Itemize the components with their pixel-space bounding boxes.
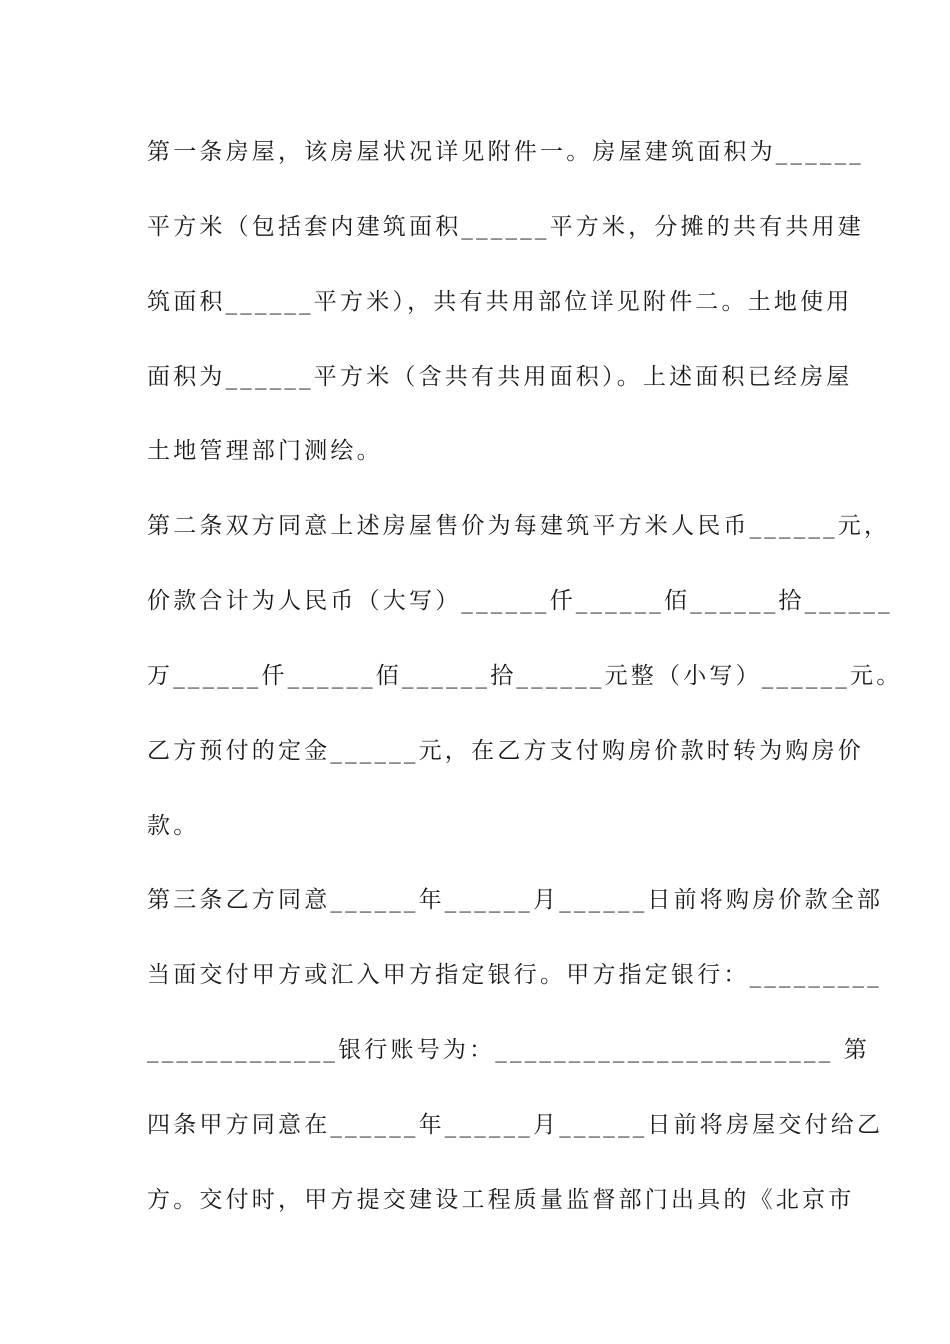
text-line: 筑面积______平方米），共有共用部位详见附件二。土地使用	[147, 289, 853, 315]
text-line: 平方米（包括套内建筑面积______平方米，分摊的共有共用建	[147, 214, 864, 240]
text-line: 四条甲方同意在______年______月______日前将房屋交付给乙	[147, 1112, 884, 1138]
text-line: 面积为______平方米（含共有共用面积）。上述面积已经房屋	[147, 364, 853, 390]
text-line: 款。	[147, 813, 200, 839]
text-line: 价款合计为人民币（大写）______仟______佰______拾______	[147, 588, 893, 614]
text-line: 方。交付时，甲方提交建设工程质量监督部门出具的《北京市	[147, 1187, 855, 1213]
text-line: 土地管理部门测绘。	[147, 438, 383, 464]
text-line: 万______仟______佰______拾______元整（小写）______元。	[147, 663, 903, 689]
text-line: 乙方预付的定金______元，在乙方支付购房价款时转为购房价	[147, 738, 864, 764]
text-line: 第二条双方同意上述房屋售价为每建筑平方米人民币______元，	[147, 513, 891, 539]
text-line: 当面交付甲方或汇入甲方指定银行。甲方指定银行：_________	[147, 962, 882, 988]
text-line: _____________银行账号为：_______________________ 第	[147, 1037, 871, 1063]
text-line: 第一条房屋，该房屋状况详见附件一。房屋建筑面积为______	[147, 139, 864, 165]
text-line: 第三条乙方同意______年______月______日前将购房价款全部	[147, 887, 884, 913]
